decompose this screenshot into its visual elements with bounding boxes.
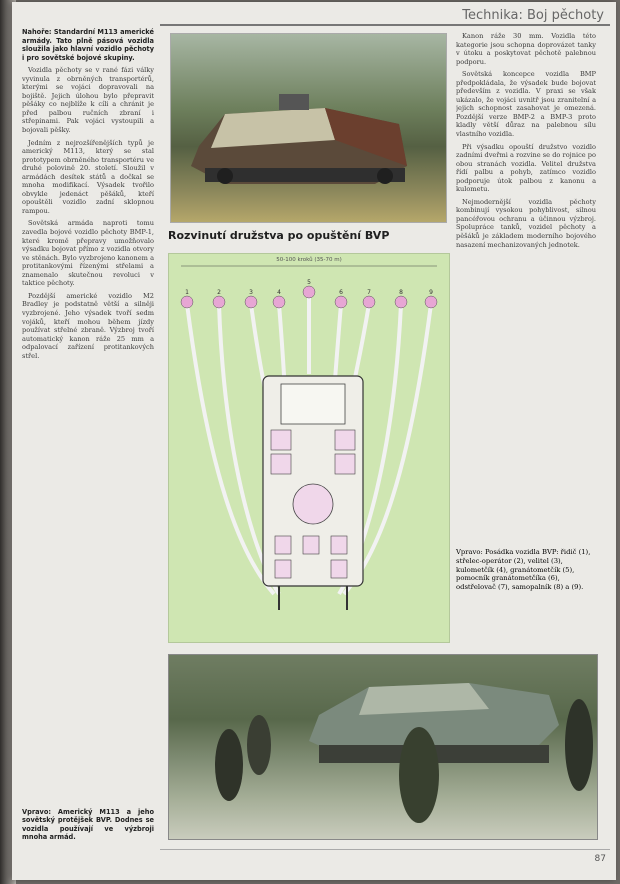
body-paragraph: Nejmodernější vozidla pěchoty kombinují vysokou pohyblivost, silnou pancéřovou ochranu a účinnou výzbroj. Spolupráce tanků, vozidel pěchoty a pěšáků je základem moderního bojového nasazení mechanizovaných jednotek. — [456, 197, 596, 249]
position-label: 7 — [367, 289, 371, 296]
photo-note: Vpravo: Americký M113 a jeho sovětský protějšek BVP. Dodnes se vozidla používají ve výzbroji mnoha armád. — [22, 807, 154, 842]
body-paragraph: Pozdější americké vozidlo M2 Bradley je podstatně větší a silněji vyzbrojené. Jeho výsadek tvoří sedm vojáků, kteří mohou během jízdy používat střelné zbraně. Výzbroj tvoří automatický kanon ráže 25 mm a odpalovací zařízení protitankových střel. — [22, 291, 154, 360]
right-text-column — [456, 32, 596, 542]
apc-photo — [170, 33, 447, 223]
position-label: 6 — [339, 289, 343, 296]
position-label: 2 — [217, 289, 221, 296]
header-rule — [160, 24, 610, 26]
footer-rule — [160, 849, 610, 850]
diagram-title: Rozvinutí družstva po opuštění BVP — [168, 229, 390, 242]
position-label: 8 — [399, 289, 403, 296]
section-title: Technika: Boj pěchoty — [462, 8, 604, 23]
position-label: 9 — [429, 289, 433, 296]
vehicle-plan-view — [263, 376, 363, 610]
position-label: 5 — [307, 279, 311, 286]
intro-paragraph: Nahoře: Standardní M113 americké armády. Tato plně pásová vozidla sloužila jako hlavní vozidlo pěchoty i pro sovětské bojové skupiny. — [22, 28, 154, 62]
diagram-drawing — [169, 254, 449, 642]
body-paragraph: Kanon ráže 30 mm. Vozidla této kategorie jsou schopna doprovázet tanky v útoku a poskytovat pěchotě palebnou podporu. — [456, 32, 596, 66]
infantry-scene-illustration — [169, 655, 597, 839]
page-number: 87 — [594, 854, 606, 864]
body-paragraph: Vozidla pěchoty se v rané fázi války vyvinula z obrněných transportérů, kterými se vojáci dopravovali na bojiště. Jejich úlohou bylo přepravit pěšáky co nejblíže k cíli a chránit je před palbou ručních zbraní i střepinami. Pak vojáci vystoupili a bojovali pěšky. — [22, 66, 154, 135]
body-paragraph: Při výsadku opouští družstvo vozidlo zadními dveřmi a rozvine se do rojnice po obou stranách vozidla. Velitel družstva řídí palbu a pohyb, zatímco vozidlo podporuje útok palbou z kanonu a kulometu. — [456, 142, 596, 194]
dimension-label: 50-100 kroků (35-70 m) — [276, 257, 342, 263]
infantry-photo — [168, 654, 598, 840]
position-label: 4 — [277, 289, 281, 296]
position-label: 3 — [249, 289, 253, 296]
diagram-caption: Vpravo: Posádka vozidla BVP: řidič (1), střelec-operátor (2), velitel (3), kulometčík (4), granátometčík (5), pomocník granátometčíka (6), odstřelovač (7), samopalník (8) a (9). — [456, 548, 591, 592]
body-paragraph: Sovětská armáda naproti tomu zavedla bojové vozidlo pěchoty BMP-1, které kromě přepravy umožňovalo výsadku bojovat přímo z vozidla otvory ve stěnách. Bylo vyzbrojeno kanonem a protitankovými řízenými střelami a znamenalo skutečnou revoluci v taktice pěchoty. — [22, 219, 154, 288]
left-text-column — [22, 28, 154, 846]
position-label: 1 — [185, 289, 189, 296]
body-paragraph: Jedním z nejrozšířenějších typů je americký M113, který se stal prototypem obrněného transportéru ve druhé polovině 20. století. Sloužil v armádách desítek států a dočkal se mnoha modifikací. Výsadek tvořilo obvykle jedenáct pěšáků, kteří opouštěli vozidlo zadní sklopnou rampou. — [22, 138, 154, 215]
apc-vehicle-illustration — [185, 88, 421, 190]
deployment-diagram — [168, 253, 450, 643]
body-paragraph: Sovětská koncepce vozidla BMP předpokládala, že výsadek bude bojovat především z vozidla. V praxi se však ukázalo, že vojáci uvnitř jsou zranitelní a jejich schopnost zasahovat je omezená. Pozdější verze BMP-2 a BMP-3 proto kladly větší důraz na palebnou sílu vlastního vozidla. — [456, 70, 596, 139]
